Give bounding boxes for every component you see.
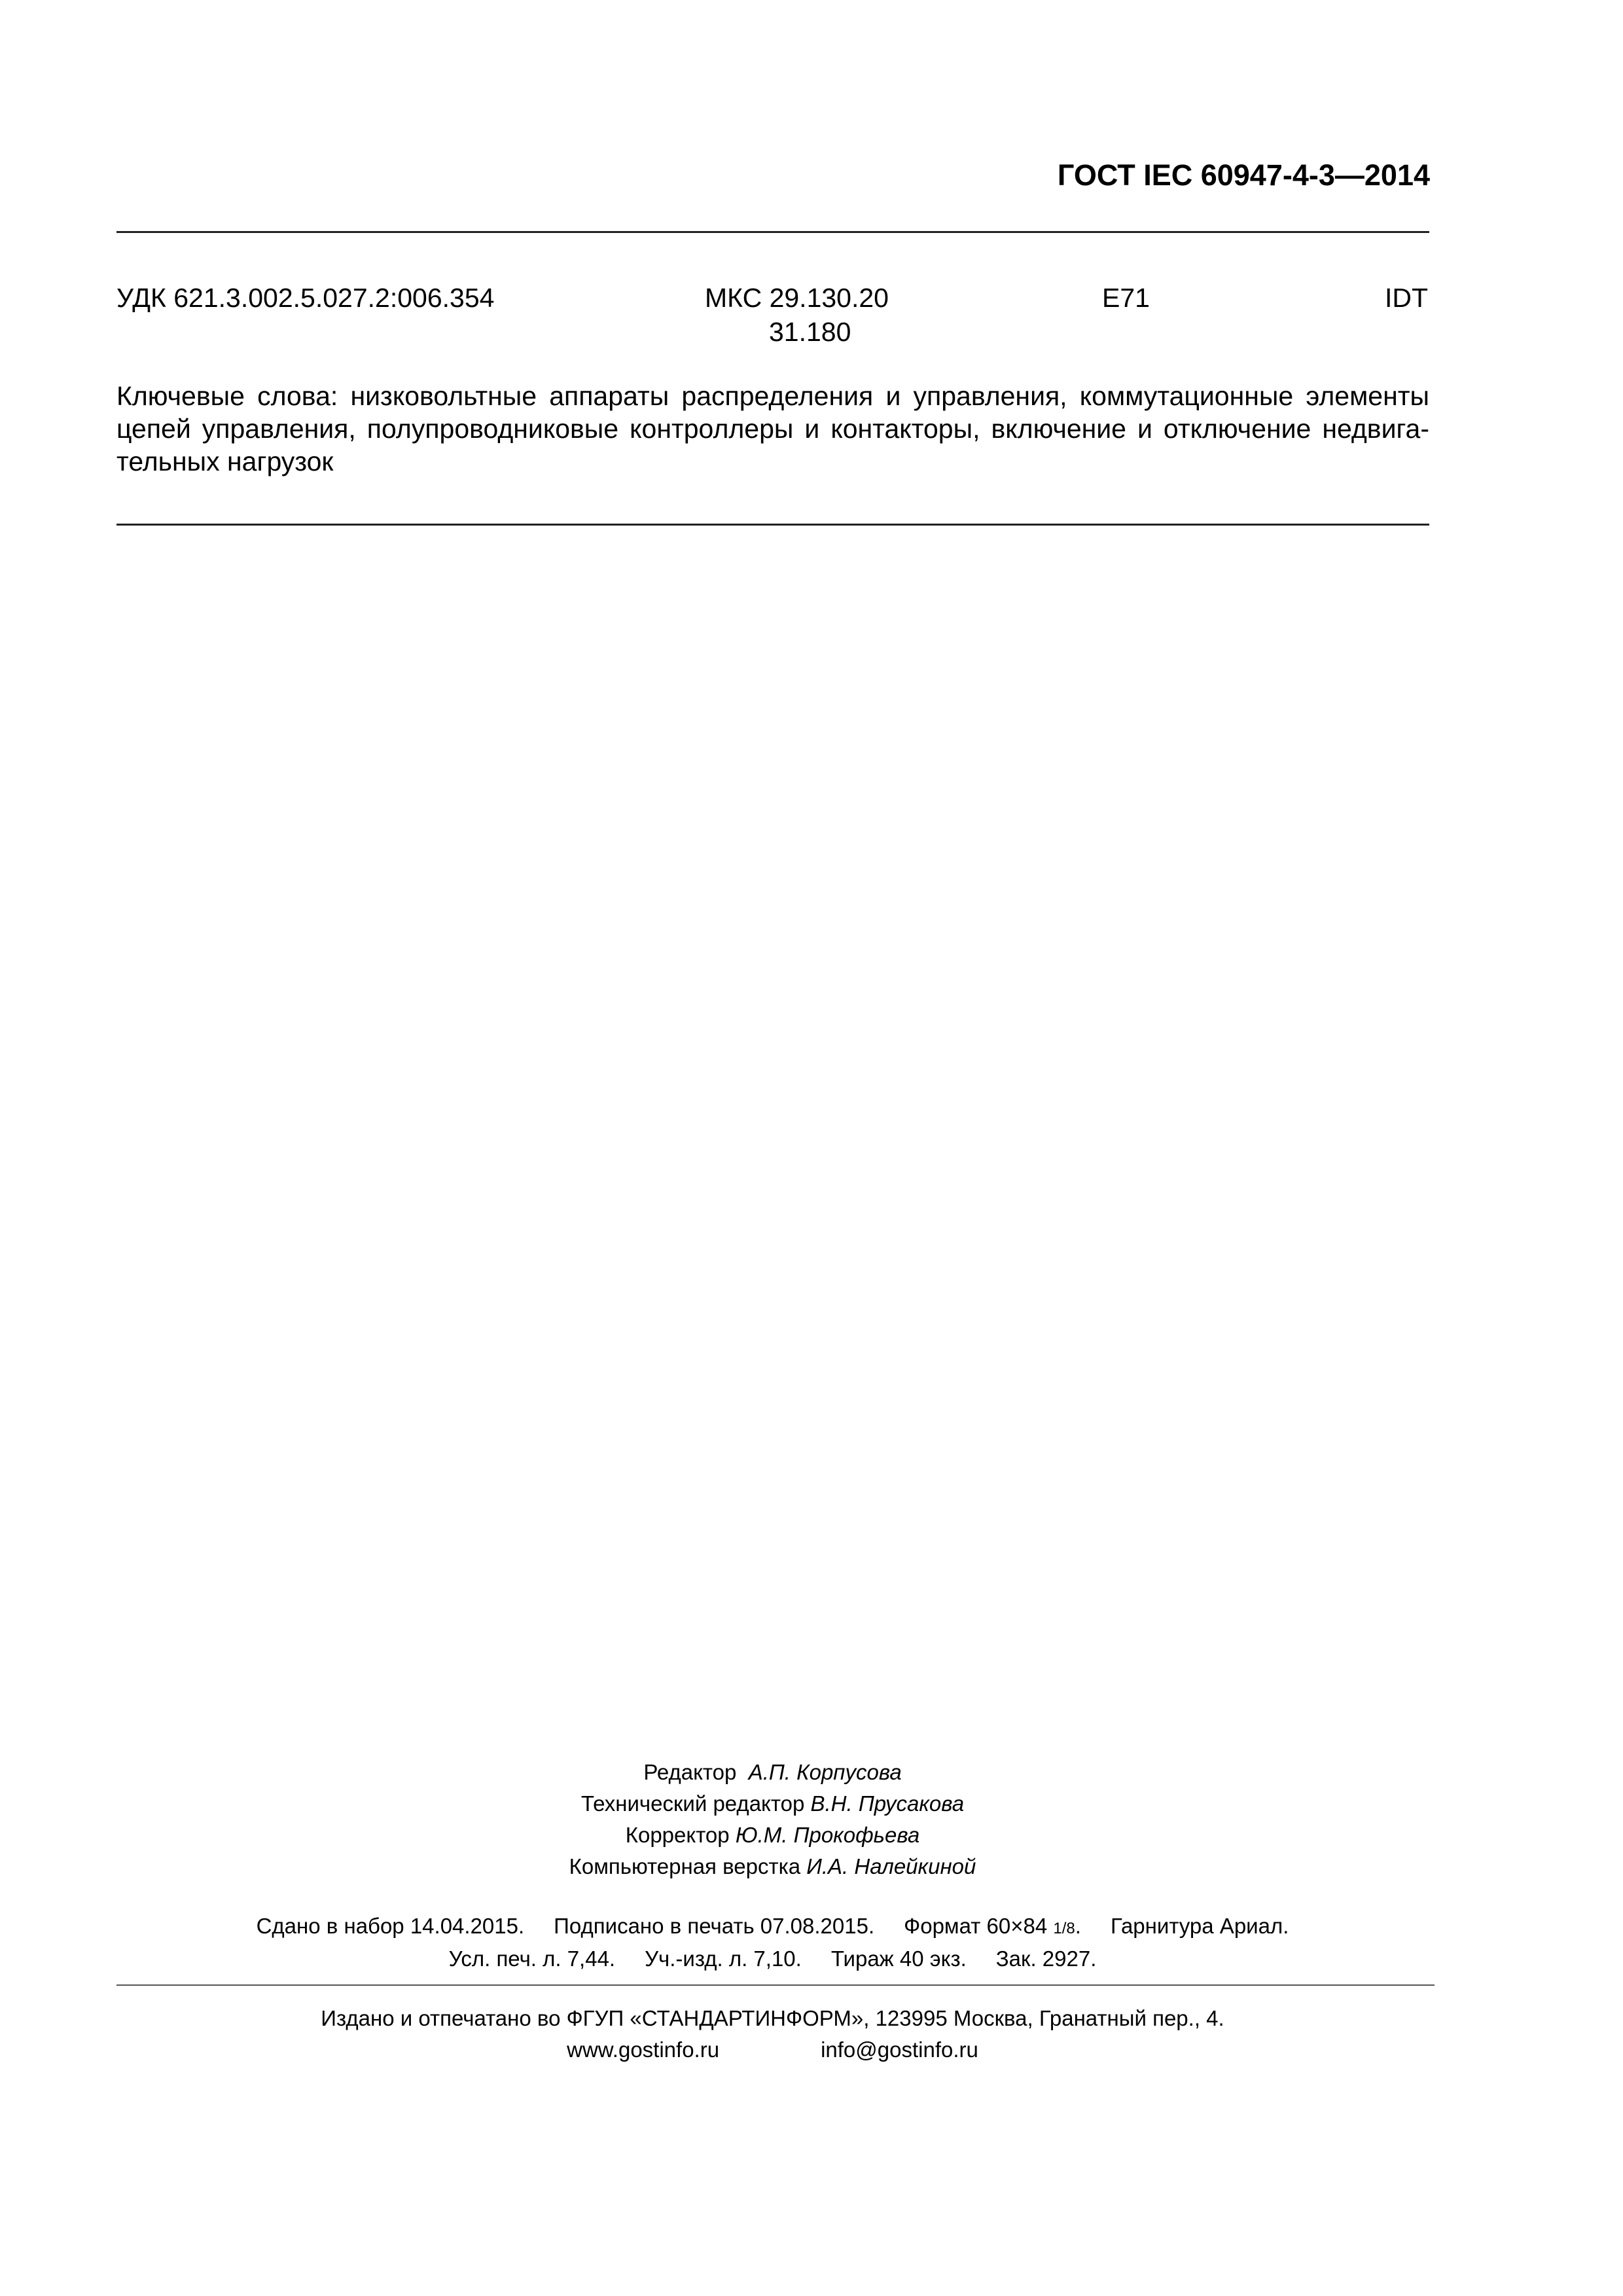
editor-line (0, 1757, 1545, 1788)
layout-line (0, 1851, 1545, 1882)
publisher-address: Издано и отпечатано во ФГУП «СТАНДАРТИНФОРМ», 123995 Москва, Гранатный пер., 4. (321, 2006, 1224, 2030)
print-info-line-2 (0, 1944, 1545, 1974)
editor-label: Редактор (643, 1760, 737, 1784)
print-info-line-1: Сдано в набор 14.04.2015. Подписано в печать 07.08.2015. Формат 60×84 1/8. Гарнитура Ариал. (256, 1914, 1289, 1938)
corrector-line (0, 1820, 1545, 1851)
mks-code-1: МКС 29.130.20 (705, 283, 889, 313)
pub-sheets: Уч.-изд. л. 7,10. (645, 1946, 802, 1971)
print-info-block (0, 1911, 1545, 1974)
publisher-block (0, 2003, 1545, 2066)
udk-code: УДК 621.3.002.5.027.2:006.354 (116, 283, 495, 313)
footer-divider (116, 1984, 1435, 1986)
tech-editor-label: Технический редактор (580, 1791, 805, 1816)
print-sheets: Усл. печ. л. 7,44. (448, 1946, 616, 1971)
copies: Тираж 40 экз. (830, 1946, 967, 1971)
publisher-email[interactable]: info@gostinfo.ru (821, 2037, 978, 2062)
keywords-paragraph: Ключевые слова: низковольтные аппараты распределения и управления, коммутационные элементы цепей управления, полупроводниковые контроллеры и контакторы, включение и отключение недвига-тельных нагрузок (116, 381, 1429, 476)
okstu-code: Е71 (1102, 283, 1150, 313)
header-divider (116, 231, 1429, 233)
format-fraction: 1/8 (1053, 1920, 1075, 1937)
tech-editor-line (0, 1788, 1545, 1820)
layout-label: Компьютерная верстка (569, 1854, 801, 1878)
tech-editor-name: В.Н. Прусакова (810, 1791, 965, 1816)
signed-date: Подписано в печать 07.08.2015. (554, 1914, 875, 1938)
order-number: Зак. 2927. (995, 1946, 1097, 1971)
standard-code: ГОСТ IEC 60947-4-3—2014 (1057, 158, 1430, 192)
corrector-label: Корректор (625, 1823, 730, 1847)
mks-code-2: 31.180 (769, 317, 851, 347)
editor-name: А.П. Корпусова (748, 1760, 902, 1784)
credits-block (0, 1757, 1545, 1882)
publisher-contacts (0, 2034, 1545, 2066)
harmonization-code: IDT (1385, 283, 1429, 313)
format-info: Формат 60×84 (904, 1914, 1048, 1938)
keywords-divider (116, 524, 1429, 526)
publisher-website[interactable]: www.gostinfo.ru (567, 2037, 720, 2062)
layout-name: И.А. Налейкиной (806, 1854, 976, 1878)
typeface-info: Гарнитура Ариал. (1110, 1914, 1289, 1938)
corrector-name: Ю.М. Прокофьева (735, 1823, 920, 1847)
typeset-date: Сдано в набор 14.04.2015. (256, 1914, 525, 1938)
